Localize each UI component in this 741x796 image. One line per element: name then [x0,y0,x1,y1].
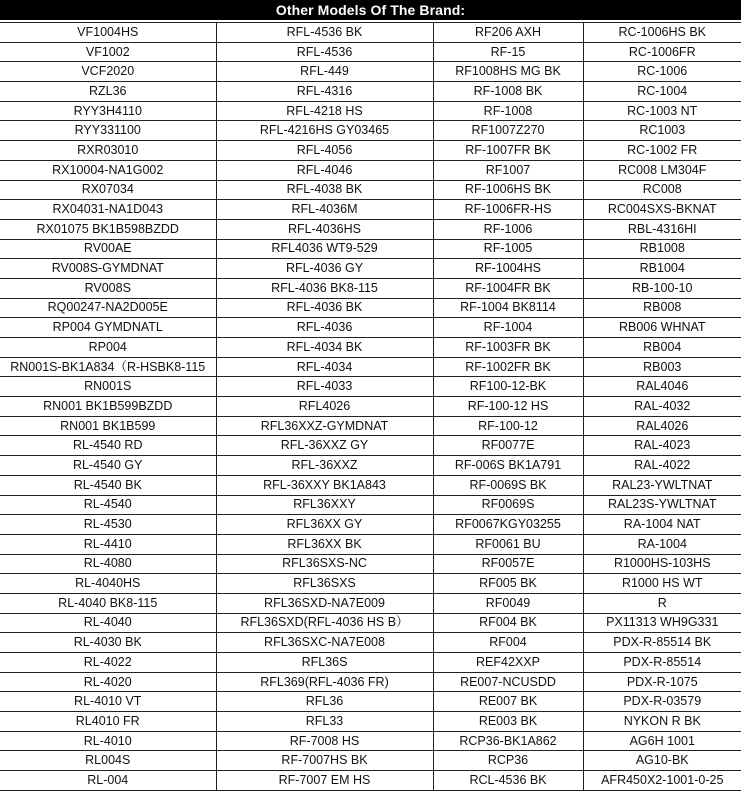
model-cell: RL-4530 [0,515,216,535]
model-cell: RF-15 [433,42,583,62]
table-row [0,180,741,200]
model-cell: RL-4080 [0,554,216,574]
table-row [0,771,741,791]
model-cell: AFR450X2-1001-0-25 [583,771,741,791]
table-row [0,338,741,358]
model-cell: RYY331100 [0,121,216,141]
model-cell: RAL4026 [583,416,741,436]
model-cell: RX07034 [0,180,216,200]
model-cell: RF005 BK [433,574,583,594]
model-cell: RFL-4036 GY [216,259,433,279]
model-cell: VF1002 [0,42,216,62]
model-cell: RC-1006HS BK [583,23,741,43]
model-cell: RFL-4036 BK [216,298,433,318]
model-cell: RF-100-12 [433,416,583,436]
table-row [0,515,741,535]
table-row [0,141,741,161]
model-cell: AG6H 1001 [583,731,741,751]
model-cell: RFL-4038 BK [216,180,433,200]
model-cell: RF-1006FR-HS [433,200,583,220]
model-cell: RF0057E [433,554,583,574]
model-cell: RFL33 [216,712,433,732]
model-cell: RB006 WHNAT [583,318,741,338]
table-row [0,397,741,417]
model-cell: RFL-4056 [216,141,433,161]
model-cell: RC008 [583,180,741,200]
model-cell: RX01075 BK1B598BZDD [0,219,216,239]
model-cell: RFL36SXS-NC [216,554,433,574]
table-row [0,436,741,456]
model-cell: RF-1006 [433,219,583,239]
model-cell: RL-4010 VT [0,692,216,712]
model-cell: RP004 GYMDNATL [0,318,216,338]
table-row [0,613,741,633]
table-row [0,239,741,259]
model-cell: NYKON R BK [583,712,741,732]
model-cell: REF42XXP [433,653,583,673]
model-cell: RF-100-12 HS [433,397,583,417]
model-cell: RFL369(RFL-4036 FR) [216,672,433,692]
model-cell: RL-4040HS [0,574,216,594]
model-cell: RBL-4316HI [583,219,741,239]
model-cell: RFL-4316 [216,82,433,102]
model-cell: RFL36XX BK [216,534,433,554]
model-cell: RFL-4034 BK [216,338,433,358]
model-cell: RV008S [0,278,216,298]
model-cell: RFL-4216HS GY03465 [216,121,433,141]
table-row [0,751,741,771]
model-cell: RL-4030 BK [0,633,216,653]
model-cell: RF004 [433,633,583,653]
model-cell: RF0077E [433,436,583,456]
model-cell: RFL-4036 BK8-115 [216,278,433,298]
model-cell: RC-1003 NT [583,101,741,121]
table-row [0,101,741,121]
model-cell: RF-1002FR BK [433,357,583,377]
table-row [0,633,741,653]
table-row [0,377,741,397]
model-cell: RE007 BK [433,692,583,712]
model-cell: PDX-R-1075 [583,672,741,692]
model-cell: RB1008 [583,239,741,259]
table-row [0,23,741,43]
model-cell: RFL-36XXY BK1A843 [216,475,433,495]
model-cell: RL-4022 [0,653,216,673]
model-cell: RF-1006HS BK [433,180,583,200]
table-row [0,712,741,732]
table-row [0,593,741,613]
model-cell: RCP36-BK1A862 [433,731,583,751]
table-row [0,672,741,692]
model-cell: RL-4040 BK8-115 [0,593,216,613]
table-row [0,456,741,476]
model-cell: RFL-4536 BK [216,23,433,43]
model-cell: PDX-R-03579 [583,692,741,712]
model-cell: RFL4026 [216,397,433,417]
model-cell: RB008 [583,298,741,318]
model-cell: RL-4040 [0,613,216,633]
model-cell: RFL-36XXZ GY [216,436,433,456]
model-cell: RFL36XX GY [216,515,433,535]
section-title: Other Models Of The Brand: [0,0,741,20]
model-cell: RFL-4036M [216,200,433,220]
model-cell: RFL-449 [216,62,433,82]
model-cell: RF004 BK [433,613,583,633]
model-cell: RFL36XXZ-GYMDNAT [216,416,433,436]
model-cell: RL-004 [0,771,216,791]
model-cell: RF-006S BK1A791 [433,456,583,476]
table-row [0,82,741,102]
model-cell: RF0069S [433,495,583,515]
model-cell: RF-1008 BK [433,82,583,102]
model-cell: RF100-12-BK [433,377,583,397]
model-cell: RFL36S [216,653,433,673]
table-row [0,534,741,554]
model-cell: RN001 BK1B599BZDD [0,397,216,417]
model-cell: RF-1004HS [433,259,583,279]
model-cell: RX04031-NA1D043 [0,200,216,220]
model-cell: RN001S [0,377,216,397]
model-cell: PDX-R-85514 [583,653,741,673]
table-row [0,692,741,712]
model-cell: RAL23-YWLTNAT [583,475,741,495]
model-cell: RF-1004 BK8114 [433,298,583,318]
model-cell: RC008 LM304F [583,160,741,180]
table-row [0,121,741,141]
table-row [0,259,741,279]
model-cell: RYY3H4110 [0,101,216,121]
model-cell: RCL-4536 BK [433,771,583,791]
model-cell: RF206 AXH [433,23,583,43]
model-cell: RF1007 [433,160,583,180]
model-cell: RB-100-10 [583,278,741,298]
table-row [0,200,741,220]
model-cell: RAL-4032 [583,397,741,417]
models-table-body [0,23,741,791]
model-cell: RF0067KGY03255 [433,515,583,535]
model-cell: RL-4540 [0,495,216,515]
model-cell: RFL-4034 [216,357,433,377]
model-cell: RFL-4033 [216,377,433,397]
model-cell: RF-1005 [433,239,583,259]
model-cell: RFL4036 WT9-529 [216,239,433,259]
table-row [0,495,741,515]
model-cell: RF-7007HS BK [216,751,433,771]
table-row [0,653,741,673]
model-cell: RXR03010 [0,141,216,161]
table-row [0,62,741,82]
model-cell: RFL36XXY [216,495,433,515]
model-cell: RA-1004 NAT [583,515,741,535]
model-cell: RFL-36XXZ [216,456,433,476]
model-cell: RL-4010 [0,731,216,751]
model-cell: RV00AE [0,239,216,259]
model-cell: RP004 [0,338,216,358]
model-cell: PX11313 WH9G331 [583,613,741,633]
model-cell: RC-1004 [583,82,741,102]
model-cell: RL-4020 [0,672,216,692]
model-cell: RAL23S-YWLTNAT [583,495,741,515]
model-cell: RL-4540 GY [0,456,216,476]
model-cell: RAL-4022 [583,456,741,476]
model-cell: RFL36SXD-NA7E009 [216,593,433,613]
model-cell: R1000 HS WT [583,574,741,594]
model-cell: RC1003 [583,121,741,141]
model-cell: RFL36SXS [216,574,433,594]
model-cell: RAL4046 [583,377,741,397]
model-cell: PDX-R-85514 BK [583,633,741,653]
models-table [0,22,741,791]
model-cell: RF-1008 [433,101,583,121]
model-cell: RFL-4036 [216,318,433,338]
model-cell: RZL36 [0,82,216,102]
table-row [0,554,741,574]
model-cell: RFL-4218 HS [216,101,433,121]
model-cell: RF-1007FR BK [433,141,583,161]
model-cell: R1000HS-103HS [583,554,741,574]
model-cell: RA-1004 [583,534,741,554]
model-cell: RQ00247-NA2D005E [0,298,216,318]
table-row [0,219,741,239]
model-cell: RF-7007 EM HS [216,771,433,791]
model-cell: RF-1004 [433,318,583,338]
model-cell: RL4010 FR [0,712,216,732]
model-cell: RV008S-GYMDNAT [0,259,216,279]
model-cell: RFL-4536 [216,42,433,62]
model-cell: RL-4540 BK [0,475,216,495]
model-cell: RF-0069S BK [433,475,583,495]
table-row [0,574,741,594]
model-cell: RN001 BK1B599 [0,416,216,436]
model-cell: RF-1004FR BK [433,278,583,298]
model-cell: AG10-BK [583,751,741,771]
table-row [0,731,741,751]
model-cell: RC-1006FR [583,42,741,62]
model-cell: RX10004-NA1G002 [0,160,216,180]
model-cell: RFL-4036HS [216,219,433,239]
model-cell: RF1008HS MG BK [433,62,583,82]
table-row [0,160,741,180]
model-cell: RC004SXS-BKNAT [583,200,741,220]
model-cell: RE003 BK [433,712,583,732]
model-cell: RF0049 [433,593,583,613]
table-row [0,475,741,495]
model-cell: RL-4410 [0,534,216,554]
model-cell: RFL36SXD(RFL-4036 HS B） [216,613,433,633]
model-cell: RN001S-BK1A834（R-HSBK8-115 [0,357,216,377]
model-cell: RF-7008 HS [216,731,433,751]
model-cell: RCP36 [433,751,583,771]
model-cell: RAL-4023 [583,436,741,456]
model-cell: RE007-NCUSDD [433,672,583,692]
table-row [0,416,741,436]
table-row [0,42,741,62]
model-cell: RB1004 [583,259,741,279]
model-cell: RFL36 [216,692,433,712]
table-row [0,298,741,318]
table-row [0,278,741,298]
model-cell: RC-1002 FR [583,141,741,161]
model-cell: RB003 [583,357,741,377]
model-cell: RF0061 BU [433,534,583,554]
model-cell: RF1007Z270 [433,121,583,141]
model-cell: R [583,593,741,613]
model-cell: RL-4540 RD [0,436,216,456]
model-cell: VF1004HS [0,23,216,43]
model-cell: RB004 [583,338,741,358]
table-row [0,357,741,377]
model-cell: RFL-4046 [216,160,433,180]
model-cell: RL004S [0,751,216,771]
model-cell: RFL36SXC-NA7E008 [216,633,433,653]
table-row [0,318,741,338]
model-cell: RC-1006 [583,62,741,82]
model-cell: RF-1003FR BK [433,338,583,358]
model-cell: VCF2020 [0,62,216,82]
